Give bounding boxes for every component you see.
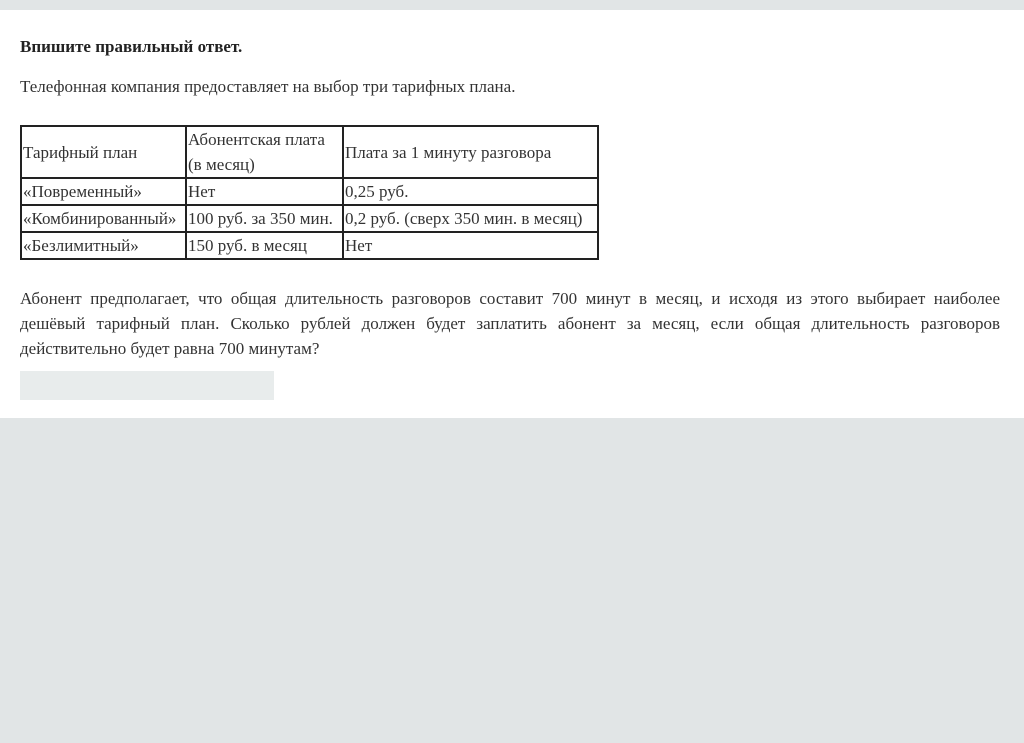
cell-plan: «Комбинированный» [21, 205, 186, 232]
task-question: Абонент предполагает, что общая длительность разговоров составит 700 минут в месяц, и исходя из этого выбирает наиболее дешёвый тарифный план. Сколько рублей должен будет заплатить абонент за месяц, если общая длительность разговоров действительно будет равна 700 минутам? [20, 289, 1000, 358]
cell-subscription-fee: 150 руб. в месяц [186, 232, 343, 259]
table-header-row [21, 126, 598, 178]
table-row [21, 178, 598, 205]
tariff-table [20, 125, 599, 260]
table-row [21, 232, 598, 259]
cell-subscription-fee: 100 руб. за 350 мин. [186, 205, 343, 232]
cell-per-minute-fee: 0,25 руб. [343, 178, 598, 205]
task-instruction: Впишите правильный ответ. [20, 37, 243, 56]
table-row [21, 205, 598, 232]
cell-subscription-fee: Нет [186, 178, 343, 205]
header-subscription-fee: Абонентская плата (в месяц) [186, 126, 343, 178]
header-plan: Тарифный план [21, 126, 186, 178]
cell-plan: «Безлимитный» [21, 232, 186, 259]
header-per-minute-fee: Плата за 1 минуту разговора [343, 126, 598, 178]
task-intro: Телефонная компания предоставляет на выбор три тарифных плана. [20, 77, 516, 96]
cell-per-minute-fee: Нет [343, 232, 598, 259]
cell-per-minute-fee: 0,2 руб. (сверх 350 мин. в месяц) [343, 205, 598, 232]
answer-input[interactable] [20, 371, 274, 400]
cell-plan: «Повременный» [21, 178, 186, 205]
task-card [0, 10, 1024, 418]
